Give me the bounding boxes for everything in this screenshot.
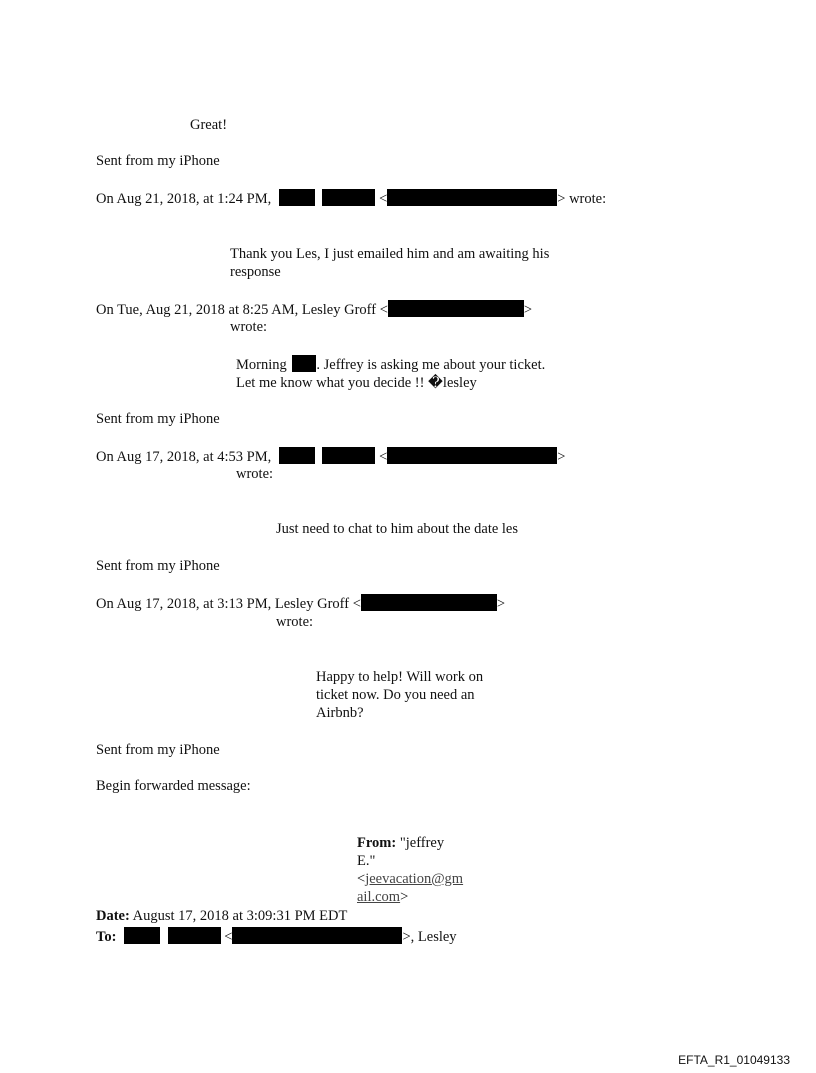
email-bracket: <: [352, 596, 361, 612]
body-line: response: [230, 264, 281, 280]
email-bracket: >: [557, 449, 566, 465]
body-line: Airbnb?: [316, 705, 364, 721]
email-bracket: <: [224, 929, 233, 945]
quote-header: [96, 300, 532, 319]
quote-header: [96, 594, 505, 613]
body-line: Happy to help! Will work on: [316, 669, 484, 685]
quote-wrote: wrote:: [276, 614, 314, 630]
sent-from-line: Sent from my iPhone: [96, 558, 220, 574]
email-bracket: >: [400, 889, 409, 905]
quote-header-text: On Aug 17, 2018, at 3:13 PM, Lesley Groff: [96, 596, 350, 612]
quote-header: [96, 189, 606, 208]
from-label: From:: [357, 835, 397, 851]
forwarded-to: [96, 927, 457, 946]
body-line: Thank you Les, I just emailed him and am awaiting his: [230, 246, 550, 262]
body-line: ticket now. Do you need an: [316, 687, 475, 703]
email-bracket: <: [379, 449, 388, 465]
quote-wrote: wrote:: [230, 319, 268, 335]
to-recipient-text: >, Lesley: [402, 929, 457, 945]
quote-wrote: wrote:: [236, 466, 274, 482]
quote-body: Just need to chat to him about the date les: [276, 521, 519, 537]
email-bracket: >: [523, 302, 533, 318]
redaction-box: [292, 355, 316, 372]
document-id: EFTA_R1_01049133: [678, 1053, 790, 1067]
redaction-box: [388, 300, 524, 317]
redaction-box: [124, 927, 160, 944]
sent-from-line: Sent from my iPhone: [96, 742, 220, 758]
quote-body: [230, 245, 549, 281]
quote-body: [316, 668, 483, 722]
quote-header-text: On Aug 17, 2018, at 4:53 PM,: [96, 449, 272, 465]
email-link[interactable]: ail.com: [357, 889, 401, 905]
forwarded-date: [96, 908, 347, 925]
quote-header-text: On Tue, Aug 21, 2018 at 8:25 AM, Lesley Groff: [96, 302, 377, 318]
redaction-box: [232, 927, 402, 944]
redaction-box: [387, 447, 557, 464]
email-link[interactable]: jeevacation@gm: [365, 871, 464, 887]
redaction-box: [387, 189, 557, 206]
redaction-box: [279, 189, 315, 206]
redaction-box: [322, 189, 375, 206]
forwarded-label: Begin forwarded message:: [96, 778, 251, 794]
from-value: "jeffrey: [399, 835, 445, 851]
redaction-box: [322, 447, 375, 464]
quote-wrote: > wrote:: [557, 191, 607, 207]
redaction-box: [279, 447, 315, 464]
from-value: E.": [357, 853, 376, 869]
sent-from-line: Sent from my iPhone: [96, 411, 220, 427]
to-label: To:: [96, 929, 117, 945]
quote-body: [236, 355, 545, 392]
redaction-box: [361, 594, 497, 611]
body-line: Morning . Jeffrey is asking me about your ticket.: [236, 357, 546, 373]
date-value: August 17, 2018 at 3:09:31 PM EDT: [132, 908, 348, 924]
quote-header-text: On Aug 21, 2018, at 1:24 PM,: [96, 191, 272, 207]
forwarded-from: [357, 834, 463, 906]
email-bracket: <: [357, 871, 366, 887]
sent-from-line: Sent from my iPhone: [96, 153, 220, 169]
body-line: Let me know what you decide !! �lesley: [236, 375, 477, 391]
email-bracket: <: [379, 191, 388, 207]
date-label: Date:: [96, 908, 130, 924]
reply-text: Great!: [190, 117, 228, 133]
redaction-box: [168, 927, 221, 944]
email-bracket: <: [379, 302, 388, 318]
quote-header: [96, 447, 565, 466]
email-bracket: >: [496, 596, 506, 612]
